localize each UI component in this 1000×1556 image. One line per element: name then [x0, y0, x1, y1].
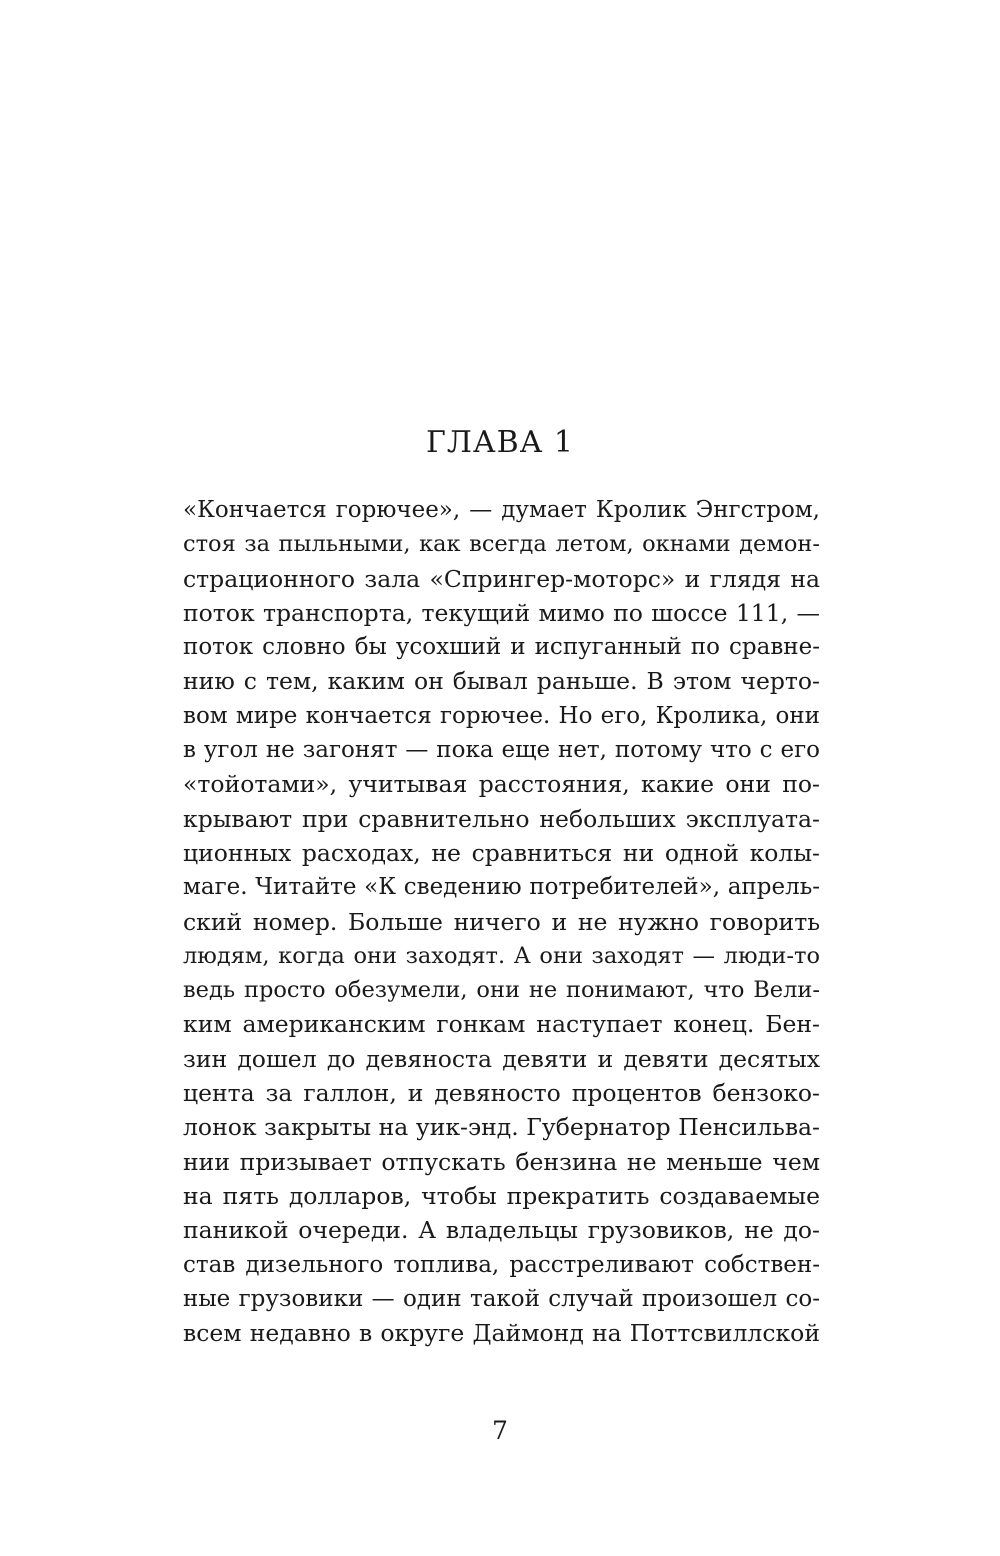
text-line: «Кончается горючее», — думает Кролик Энгстром,	[183, 497, 820, 523]
page-number: 7	[492, 1416, 508, 1445]
text-line: вом мире кончается горючее. Но его, Кролика, они	[183, 702, 820, 729]
text-line: поток транспорта, текущий мимо по шоссе 111, —	[183, 598, 820, 627]
text-line: крывают при сравнительно небольших эксплуата-	[183, 804, 820, 833]
body-text	[183, 493, 820, 1350]
text-line: маге. Читайте «К сведению потребителей», апрель-	[183, 874, 820, 901]
text-line: людям, когда они заходят. А они заходят — люди-то	[183, 942, 820, 969]
text-line: поток словно бы усохший и испуганный по сравне-	[183, 634, 820, 661]
text-line: страционного зала «Спрингер-моторс» и глядя на	[183, 564, 820, 593]
text-line: в угол не загонят — пока еще нет, потому что с его	[183, 737, 820, 764]
chapter-title: ГЛАВА 1	[425, 425, 574, 460]
text-line: ким американским гонкам наступает конец. Бен-	[183, 1010, 820, 1039]
text-line: стоя за пыльными, как всегда летом, окнами демон-	[183, 531, 820, 558]
text-line: ведь просто обезумели, они не понимают, что Вели-	[183, 977, 820, 1004]
text-line: паникой очереди. А владельцы грузовиков, не до-	[183, 1216, 820, 1245]
text-line: ные грузовики — один такой случай произошел со-	[183, 1285, 820, 1312]
text-line: зин дошел до девяноста девяти и девяти десятых	[183, 1044, 820, 1073]
text-line: цента за галлон, и девяносто процентов бензоко-	[183, 1079, 820, 1108]
text-line: всем недавно в округе Даймонд на Поттсвиллской	[183, 1319, 820, 1348]
text-line: ционных расходах, не сравниться ни одной колы-	[183, 838, 820, 867]
text-line: ский номер. Больше ничего и не нужно говорить	[183, 907, 820, 936]
text-line: нии призывает отпускать бензина не меньше чем	[183, 1147, 820, 1176]
text-line: нию с тем, каким он бывал раньше. В этом черто-	[183, 667, 820, 696]
text-line: «тойотами», учитывая расстояния, какие они по-	[183, 770, 820, 799]
text-line: став дизельного топлива, расстреливают собствен-	[183, 1251, 820, 1278]
text-line: лонок закрыты на уик-энд. Губернатор Пенсильва-	[183, 1113, 820, 1142]
text-line: на пять долларов, чтобы прекратить создаваемые	[183, 1181, 820, 1210]
